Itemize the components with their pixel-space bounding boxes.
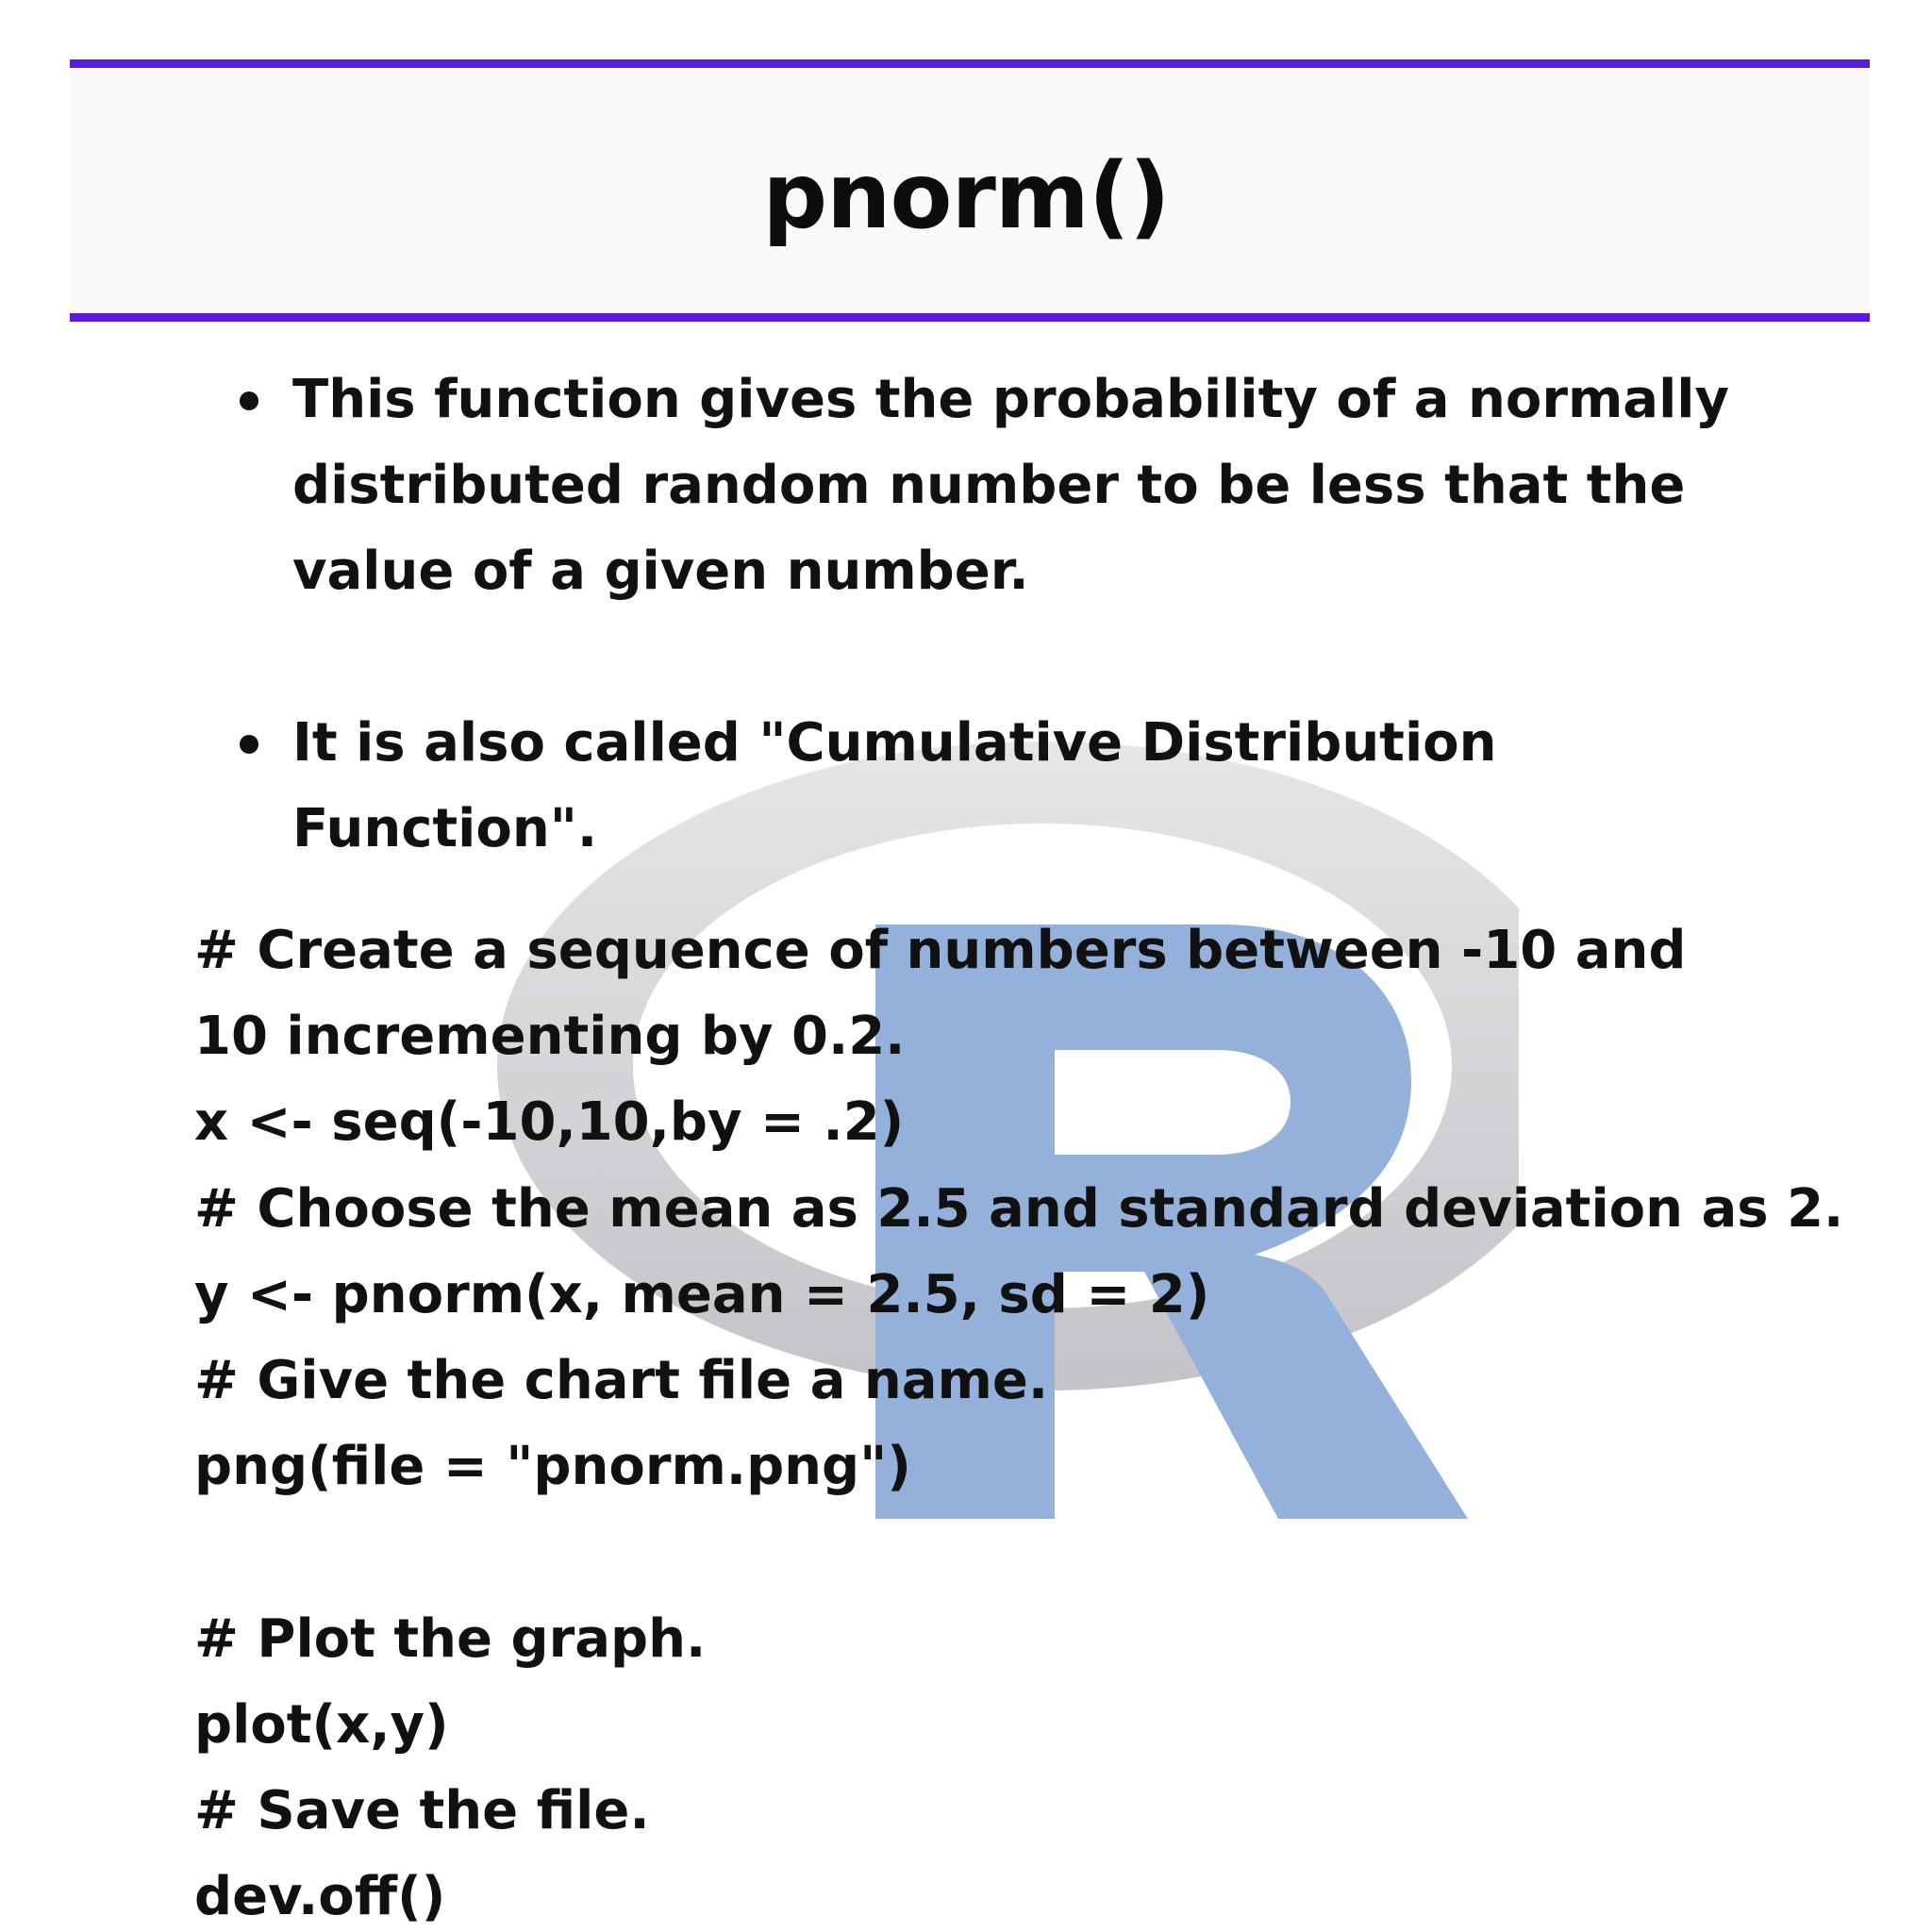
bullet-item: [234, 700, 1762, 872]
bullet-item: [234, 357, 1762, 614]
bullet-dot-icon: [240, 735, 258, 754]
bullet-list: [234, 357, 1762, 872]
code-line: plot(x,y): [194, 1693, 449, 1756]
code-line: # Create a sequence of numbers between -10 and 10 incrementing by 0.2.: [194, 920, 1687, 1068]
page-title: pnorm(): [762, 143, 1170, 249]
code-line: # Choose the mean as 2.5 and standard deviation as 2.: [194, 1177, 1844, 1240]
code-block: [194, 908, 1855, 1932]
code-line: x <- seq(-10,10,by = .2): [194, 1091, 905, 1154]
code-line: dev.off(): [194, 1866, 446, 1928]
code-line: [194, 1509, 1855, 1595]
bullet-dot-icon: [240, 391, 258, 410]
top-accent-rule: [70, 59, 1870, 68]
bullet-text: This function gives the probability of a normally distributed random number to be less that the value of a given number.: [292, 369, 1729, 602]
code-line: # Plot the graph.: [194, 1607, 707, 1670]
code-line: png(file = "pnorm.png"): [194, 1436, 911, 1498]
code-line: # Save the file.: [194, 1779, 650, 1841]
bullet-text: It is also called "Cumulative Distribution Function".: [292, 712, 1497, 859]
code-line: y <- pnorm(x, mean = 2.5, sd = 2): [194, 1263, 1210, 1325]
bottom-accent-rule: [70, 313, 1870, 322]
code-line: # Give the chart file a name.: [194, 1349, 1049, 1411]
